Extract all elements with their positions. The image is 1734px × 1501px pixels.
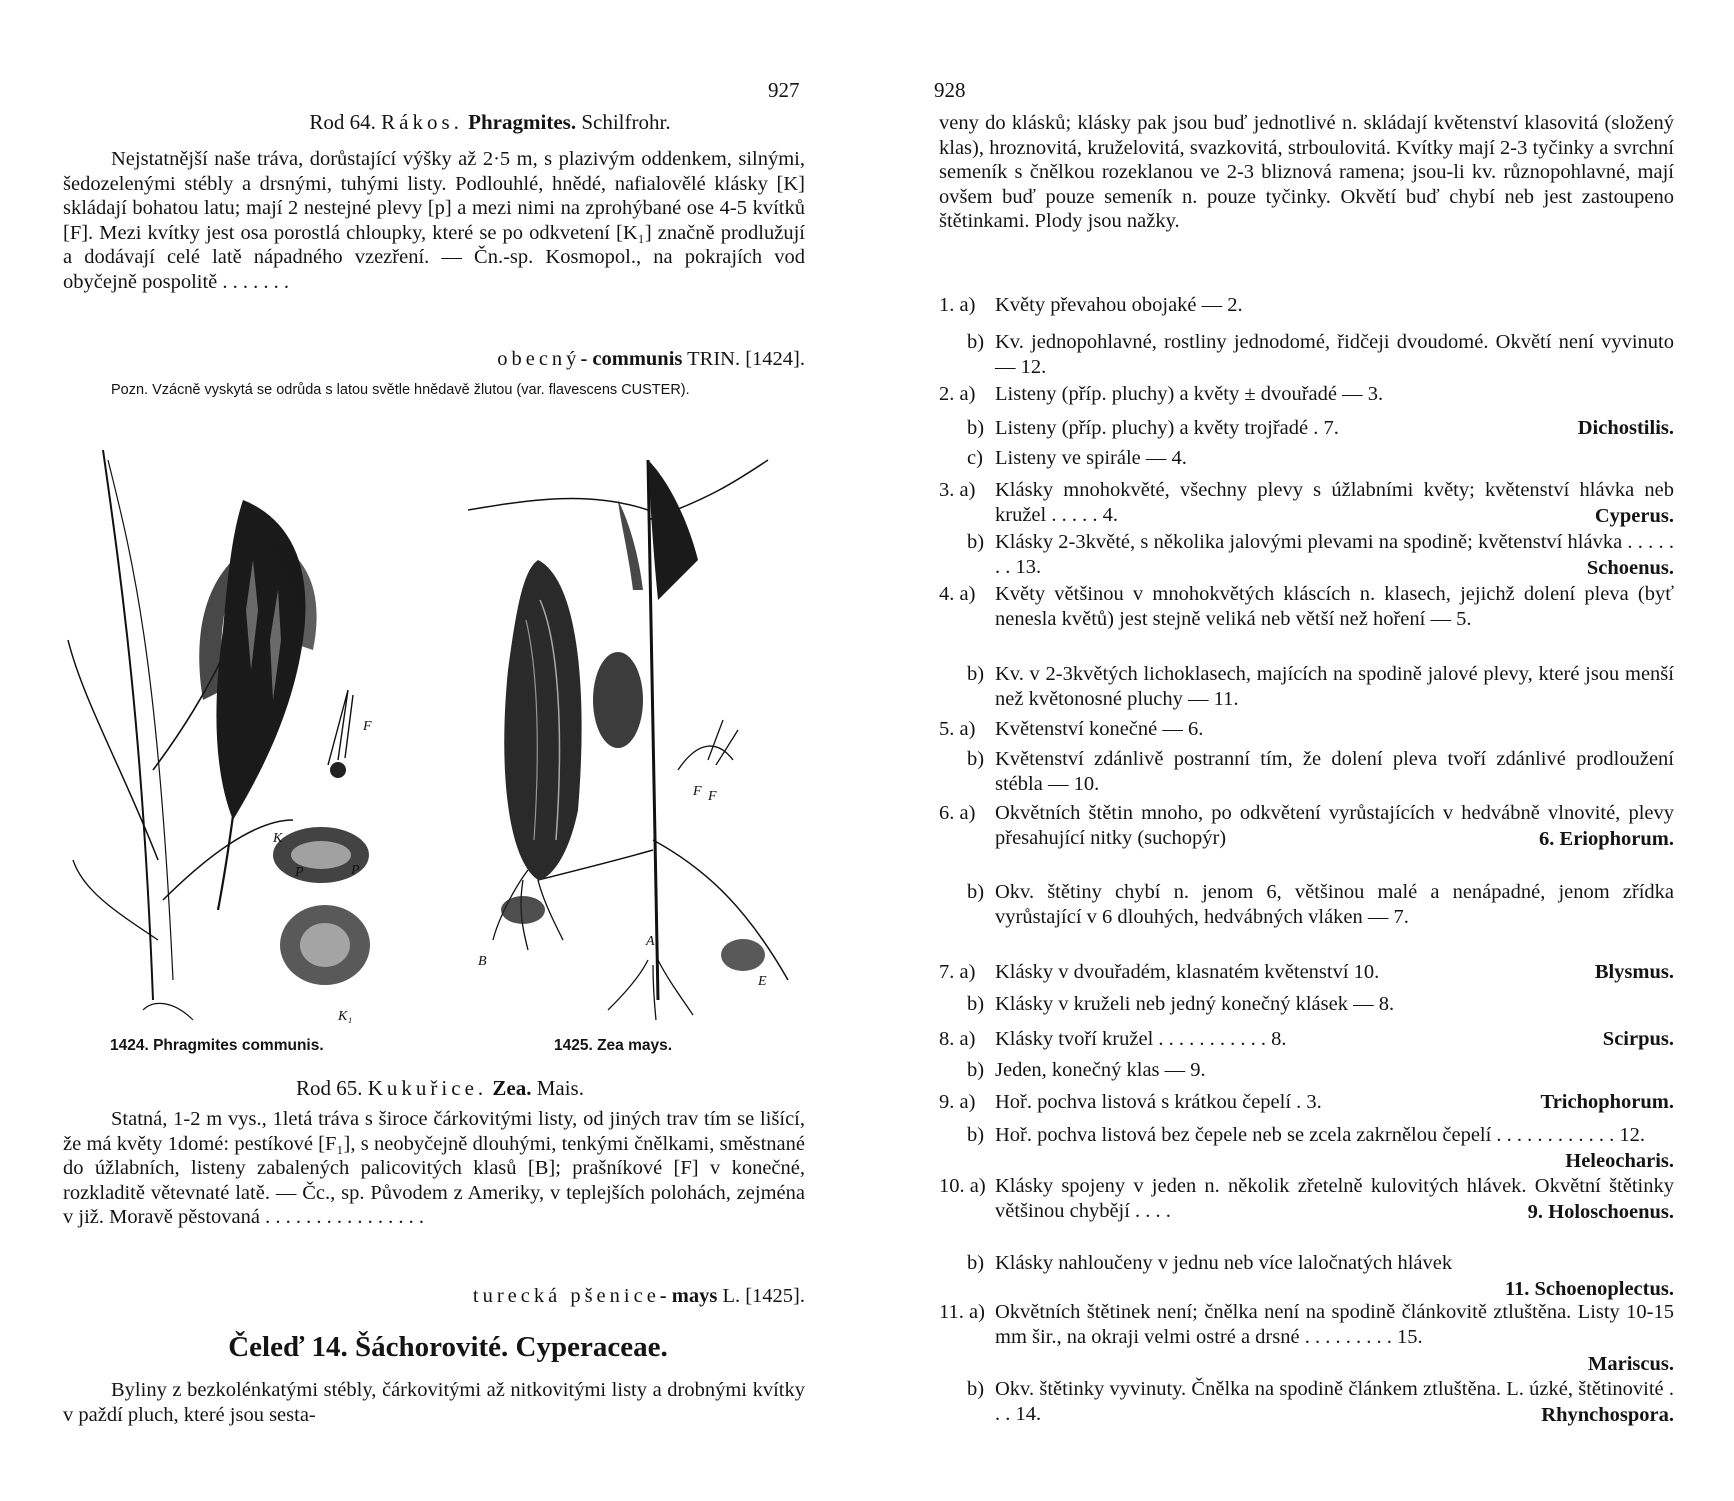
species1424-latin: - communis bbox=[580, 348, 683, 370]
key-entry bbox=[939, 330, 1674, 382]
key-entry bbox=[939, 530, 1674, 582]
key-entry bbox=[939, 1377, 1674, 1429]
key-entry-label: 7. a) bbox=[939, 961, 976, 983]
genus64-german: Schilfrohr. bbox=[581, 110, 671, 134]
species1424-czech: obecný bbox=[497, 348, 581, 370]
species1424-number: [1424]. bbox=[745, 348, 805, 370]
figure-letter-k: K bbox=[273, 831, 283, 846]
key-entry-label: b) bbox=[967, 1252, 985, 1274]
key-entry-text: Květy převahou obojaké — 2. bbox=[995, 294, 1243, 316]
key-entry bbox=[939, 1027, 1674, 1053]
figure-letter-p2: P bbox=[351, 863, 360, 878]
key-entry-text: Jeden, konečný klas — 9. bbox=[995, 1059, 1206, 1081]
key-entry-label: 3. a) bbox=[939, 479, 976, 501]
species1424-author: TRIN. bbox=[687, 348, 741, 370]
species1425-czech: turecká pšenice bbox=[472, 1285, 660, 1307]
key-entry-text: Květenství konečné — 6. bbox=[995, 718, 1204, 740]
genus65-latin: Zea. bbox=[492, 1076, 532, 1100]
key-entry-label: b) bbox=[967, 748, 985, 770]
key-entry bbox=[939, 880, 1674, 958]
key-entry bbox=[939, 382, 1674, 408]
key-entry bbox=[939, 1123, 1674, 1175]
key-entry-taxon: Blysmus. bbox=[1594, 961, 1674, 983]
genus64-description: Nejstatnější naše tráva, dorůstající výšky až 2·5 m, s plazivým oddenkem, silnými, šedozelenými stébly a drsnými, tuhými listy. Podlouhlé, hnědé, nafialovělé klásky [K] skládají bohatou latu; mají 2 nestejné plevy [p] a mezi nimi na zprohýbané ose 4-5 kvítků [F]. Mezi kvítky jest osa porostlá chloupky, které se po odkvetení [K₁] značně prodlužují a dodávají celé latě nápadného vzezření. — Čn.-sp. Kosmopol., na pokrajích vod obyčejně pospolitě . . . . . . . bbox=[63, 148, 805, 293]
key-entry bbox=[939, 801, 1674, 853]
key-entry-text: Kv. jednopohlavné, rostliny jednodomé, řidčeji dvoudomé. Okvětí není vyvinuto — 12. bbox=[995, 331, 1674, 378]
key-entry bbox=[939, 1058, 1674, 1084]
family-heading: Čeleď 14. Šáchorovité. Cyperaceae. bbox=[228, 1331, 668, 1363]
key-entry-text: Klásky tvoří kružel . . . . . . . . . . . 8. bbox=[995, 1028, 1287, 1050]
note-1424: Pozn. Vzácně vyskytá se odrůda s latou světle hnědavě žlutou (var. flavescens CUSTER). bbox=[111, 382, 690, 398]
key-entry-taxon: Rhynchospora. bbox=[1541, 1404, 1674, 1426]
key-entry bbox=[939, 992, 1674, 1018]
figure-letter-f3: F bbox=[708, 789, 717, 804]
key-entry-text: Klásky spojeny v jeden n. několik zřetelně kulovitých hlávek. Okvětní štětinky většinou chybějí . . . . bbox=[995, 1175, 1674, 1222]
key-entry bbox=[939, 960, 1674, 986]
key-entry bbox=[939, 1090, 1674, 1116]
key-entry-label: b) bbox=[967, 1124, 985, 1146]
key-entry bbox=[939, 717, 1674, 743]
key-entry bbox=[939, 478, 1674, 530]
key-entry-text: Listeny (příp. pluchy) a květy trojřadé . 7. bbox=[995, 417, 1339, 439]
key-entry-label: b) bbox=[967, 1059, 985, 1081]
key-entry-label: b) bbox=[967, 881, 985, 903]
key-entry bbox=[939, 1174, 1674, 1226]
genus64-prefix: Rod 64. bbox=[309, 110, 376, 134]
key-entry-taxon: Heleocharis. bbox=[1565, 1150, 1674, 1172]
key-entry-label: 11. a) bbox=[939, 1301, 985, 1323]
genus65-prefix: Rod 65. bbox=[296, 1076, 363, 1100]
species1425-latin: - mays bbox=[659, 1285, 718, 1307]
key-entry-label: 8. a) bbox=[939, 1028, 976, 1050]
key-entry bbox=[939, 582, 1674, 660]
figure-letter-a: A bbox=[646, 934, 655, 949]
genus65-german: Mais. bbox=[536, 1076, 584, 1100]
page-number-right: 928 bbox=[934, 78, 966, 102]
key-entry-taxon: Schoenus. bbox=[1586, 557, 1674, 579]
figure-1424-phragmites bbox=[63, 440, 393, 1030]
species1425-author: L. bbox=[722, 1285, 741, 1307]
key-entry-label: b) bbox=[967, 531, 985, 553]
key-entry-text: Květy většinou v mnohokvětých kláscích n. klasech, jejichž dolení pleva (byť nenesla květů) jest stejně veliká neb větší než hoření — 5. bbox=[995, 583, 1674, 630]
key-entry-label: 9. a) bbox=[939, 1091, 976, 1113]
species1425-number: [1425]. bbox=[745, 1285, 805, 1307]
key-entry-taxon: Mariscus. bbox=[1588, 1353, 1674, 1375]
genus65-heading bbox=[160, 1076, 720, 1101]
family-description-continued: veny do klásků; klásky pak jsou buď jednotlivé n. skládají květenství klasovitá (složený klas), hroznovitá, kruželovitá, svazkovitá, strboulovitá. Kvítky mají 2-3 tyčinky a svrchní semeník s čnělkou rozeklanou ve 2-3 bliznová ramena; jsou-li kv. různopohlavné, mají ovšem buď pouze semeník n. pouze tyčinky. Okvětí buď chybí neb jest zastoupeno štětinkami. Plody jsou nažky. bbox=[939, 112, 1674, 232]
key-entry-text: Okv. štětiny chybí n. jenom 6, většinou malé a nenápadné, jenom zřídka vyrůstající v 6 dlouhých, hedvábných vláken — 7. bbox=[995, 881, 1674, 928]
page-number-left: 927 bbox=[768, 78, 800, 102]
key-entry-label: 10. a) bbox=[939, 1175, 986, 1197]
key-entry-text: Listeny (příp. pluchy) a květy ± dvouřadé — 3. bbox=[995, 383, 1384, 405]
key-entry-text: Listeny ve spirále — 4. bbox=[995, 447, 1187, 469]
key-entry-label: b) bbox=[967, 993, 985, 1015]
key-entry bbox=[939, 662, 1674, 714]
figure-1425-zea-mays bbox=[468, 440, 808, 1030]
key-entry-text: Okvětních štětinek není; čnělka není na spodině článkovitě ztluštěna. Listy 10-15 mm šir., na okraji velmi ostré a drsné . . . . . . . . . 15. bbox=[995, 1301, 1674, 1348]
key-entry bbox=[939, 1300, 1674, 1378]
genus64-latin: Phragmites. bbox=[468, 110, 577, 134]
key-entry-taxon: Dichostilis. bbox=[1577, 417, 1674, 439]
key-entry-label: 2. a) bbox=[939, 383, 976, 405]
key-entry-label: b) bbox=[967, 663, 985, 685]
flower-detail bbox=[678, 720, 738, 770]
maize-tassel bbox=[593, 460, 698, 748]
key-entry-label: 4. a) bbox=[939, 583, 976, 605]
spikelet-inset-k bbox=[273, 827, 370, 985]
figure-letter-p1: P bbox=[295, 865, 304, 880]
key-entry-text: Okv. štětinky vyvinuty. Čnělka na spodině článkem ztluštěna. L. úzké, štětinovité . . . 14. bbox=[995, 1378, 1674, 1425]
reed-panicle bbox=[199, 500, 316, 820]
reed-stem bbox=[103, 450, 153, 1000]
key-entry-label: b) bbox=[967, 1378, 985, 1400]
key-entry-taxon: 9. Holoschoenus. bbox=[1527, 1201, 1674, 1223]
key-entry bbox=[939, 747, 1674, 799]
caption-1424: 1424. Phragmites communis. bbox=[110, 1037, 324, 1054]
key-entry bbox=[939, 416, 1674, 442]
key-entry-text: Klásky 2-3květé, s několika jalovými plevami na spodině; květenství hlávka . . . . . . . 13. bbox=[995, 531, 1674, 578]
key-entry-text: Kv. v 2-3květých lichoklasech, majících na spodině jalové plevy, které jsou menší než květonosné pluchy — 11. bbox=[995, 663, 1674, 710]
family-description: Byliny z bezkolénkatými stébly, čárkovitými až nitkovitými listy a drobnými kvítky v paždí pluch, které jsou sesta- bbox=[63, 1379, 805, 1426]
key-entry-label: 6. a) bbox=[939, 802, 976, 824]
key-entry-text: Klásky mnohokvěté, všechny plevy s úžlabními květy; květenství hlávka neb kružel . . . . . 4. bbox=[995, 479, 1674, 526]
key-entry bbox=[939, 1251, 1674, 1303]
key-entry-text: Hoř. pochva listová bez čepele neb se zcela zakrnělou čepelí . . . . . . . . . . . . 12. bbox=[995, 1124, 1646, 1146]
key-entry-label: b) bbox=[967, 417, 985, 439]
key-entry-taxon: 11. Schoenoplectus. bbox=[1504, 1278, 1674, 1300]
figure-letter-f2: F bbox=[693, 784, 702, 799]
key-entry-label: b) bbox=[967, 331, 985, 353]
key-entry-taxon: Trichophorum. bbox=[1540, 1091, 1674, 1113]
key-entry-text: Květenství zdánlivě postranní tím, že dolení pleva tvoří zdánlivé prodloužení stébla — 10. bbox=[995, 748, 1674, 795]
key-entry-text: Hoř. pochva listová s krátkou čepelí . 3. bbox=[995, 1091, 1322, 1113]
key-entry-label: 5. a) bbox=[939, 718, 976, 740]
species1424-line bbox=[63, 348, 805, 371]
key-entry-taxon: Scirpus. bbox=[1602, 1028, 1674, 1050]
genus64-czech: Rákos. bbox=[381, 110, 463, 134]
figure-letter-e: E bbox=[758, 974, 767, 989]
key-entry-taxon: 6. Eriophorum. bbox=[1539, 828, 1674, 850]
key-entry bbox=[939, 446, 1674, 472]
genus65-description: Statná, 1-2 m vys., 1letá tráva s široce čárkovitými listy, od jiných trav tím se lišící, že má květy 1domé: pestíkové [F₁], s neobyčejně dlouhými, tenkými čnělkami, směstnané do úžlabních, listeny zabalených palicovitých klasů [B]; prašníkové [F] v konečné, rozkladitě větevnaté latě. — Čc., sp. Původem z Ameriky, v teplejších polohách, zejména v již. Moravě pěstovaná . . . . . . . . . . . . . . . . bbox=[63, 1108, 805, 1228]
key-entry-text: Klásky nahloučeny v jednu neb více laločnatých hlávek bbox=[995, 1252, 1453, 1274]
key-entry-text: Klásky v dvouřadém, klasnatém květenství 10. bbox=[995, 961, 1380, 983]
maize-ear bbox=[504, 560, 581, 880]
genus64-heading bbox=[175, 110, 805, 135]
figure-letter-k1: K₁ bbox=[338, 1009, 353, 1024]
key-entry-label: c) bbox=[967, 447, 983, 469]
floret-inset bbox=[328, 690, 353, 765]
key-entry-text: Okvětních štětin mnoho, po odkvětení vyrůstajících v hedvábně vlnovité, plevy přesahující nitky (suchopýr) bbox=[995, 802, 1674, 849]
key-entry bbox=[939, 293, 1674, 319]
genus65-czech: Kukuřice. bbox=[367, 1076, 488, 1100]
figure-letter-b: B bbox=[478, 954, 487, 969]
caption-1425: 1425. Zea mays. bbox=[554, 1037, 673, 1054]
figure-letter-f1: F bbox=[363, 719, 372, 734]
right-page bbox=[867, 0, 1734, 1501]
key-entry-text: Klásky v kruželi neb jedný konečný klásek — 8. bbox=[995, 993, 1395, 1015]
key-entry-taxon: Cyperus. bbox=[1594, 505, 1674, 527]
key-entry-label: 1. a) bbox=[939, 294, 976, 316]
species1425-line bbox=[63, 1285, 805, 1308]
